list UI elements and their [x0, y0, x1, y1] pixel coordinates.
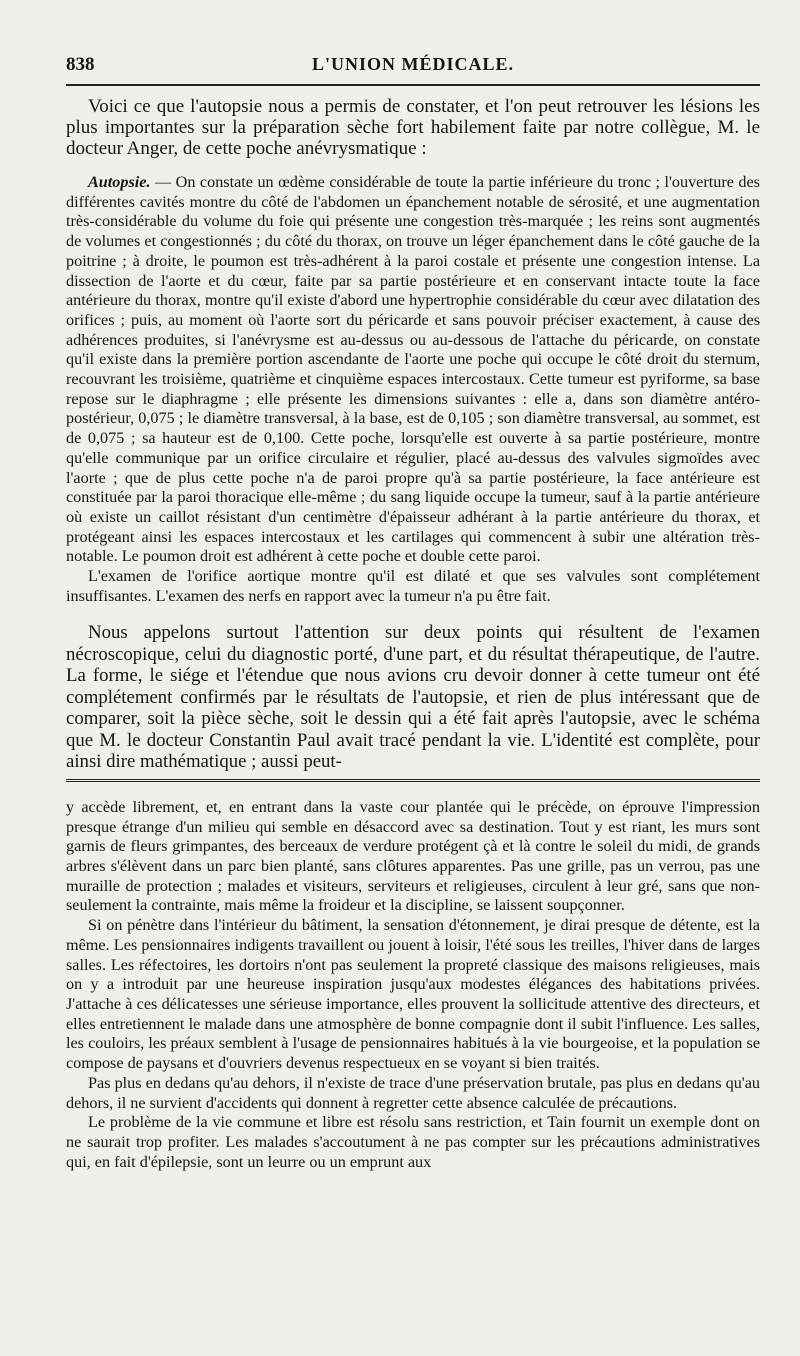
autopsy-paragraph — [66, 173, 760, 567]
feuilleton-divider — [66, 779, 760, 784]
feuilleton-section — [66, 798, 760, 1172]
autopsy-label: Autopsie. — [88, 173, 151, 191]
feuilleton-paragraph-1: y accède librement, et, en entrant dans la vaste cour plantée qui le précède, on éprouve l'impression presque étrange d'un milieu qui semble en désaccord avec sa destination. Tout y est riant, les murs sont garnis de fleurs grimpantes, des berceaux de verdure protégent çà et là contre le soleil du midi, de grands arbres s'élèvent dans un parc bien planté, sans clôtures apparentes. Pas une grille, pas un verrou, pas une muraille de protection ; malades et visiteurs, serviteurs et religieuses, circulent à leur gré, sans que non-seulement la contrainte, mais même la froideur et la discipline, se laissent soupçonner. — [66, 797, 760, 915]
conclusion-block — [66, 622, 760, 773]
feuilleton-paragraph-4: Le problème de la vie commune et libre est résolu sans restriction, et Tain fournit un exemple dont on ne saurait trop profiter. Les malades s'accoutument à ne pas compter sur les précautions administratives qui, en fait d'épilepsie, sont un leurre ou un emprunt aux — [66, 1113, 760, 1171]
header-rule — [66, 84, 760, 86]
intro-paragraph: Voici ce que l'autopsie nous a permis de constater, et l'on peut retrouver les lésions les plus importantes sur la préparation sèche fort habilement faite par notre collègue, M. le docteur Anger, de cette poche anévrysmatique : — [66, 96, 760, 159]
autopsy-report — [66, 173, 760, 606]
running-title: L'UNION MÉDICALE. — [311, 54, 515, 74]
orifice-paragraph: L'examen de l'orifice aortique montre qu'il est dilaté et que ses valvules sont complétement insuffisantes. L'examen des nerfs en rapport avec la tumeur n'a pu être fait. — [66, 567, 760, 605]
article-section — [66, 96, 760, 773]
page-number: 838 — [66, 54, 95, 75]
page-header — [66, 44, 760, 80]
feuilleton-paragraph-3: Pas plus en dedans qu'au dehors, il n'existe de trace d'une préservation brutale, pas plus en dedans qu'au dehors, il ne survient d'accidents qui donnent à regretter cette absence calculée de précautions. — [66, 1073, 760, 1112]
autopsy-text: — On constate un œdème considérable de toute la partie inférieure du tronc ; l'ouverture des différentes cavités montre du côté de l'abdomen un épanchement notable de sérosité, et une augmentation très-considérable du volume du foie qui présente une congestion très-marquée ; les reins sont augmentés de volumes et congestionnés ; du côté du thorax, on trouve un léger épanchement dans le côté gauche de la poitrine ; à droite, le poumon est très-adhérent à la paroi costale et présente une congestion intense. La dissection de l'aorte et du cœur, faite par sa partie postérieure et en conservant intacte toute la face antérieure du thorax, montre qu'il existe d'abord une hypertrophie considérable du cœur avec dilatation des orifices ; puis, au moment où l'aorte sort du péricarde et sans pouvoir préciser exactement, à cause des adhérences produites, si l'anévrysme est au-dessus ou au-dessous de l'attache du péricarde, on constate qu'il existe dans la première portion ascendante de l'aorte une poche qui occupe le côté droit du sternum, recouvrant les troisième, quatrième et cinquième espaces intercostaux. Cette tumeur est pyriforme, sa base repose sur le diaphragme ; elle présente les dimensions suivantes : elle a, dans son diamètre antéro-postérieur, 0,075 ; le diamètre transversal, à la base, est de 0,105 ; son diamètre transversal, au sommet, est de 0,075 ; sa hauteur est de 0,100. Cette poche, lorsqu'elle est ouverte à sa partie postérieure, montre qu'elle communique par un orifice circulaire et régulier, placé au-dessus des valvules sigmoïdes avec l'aorte ; que de plus cette poche n'a de paroi propre qu'à sa partie postérieure, la face antérieure est constituée par la paroi thoracique elle-même ; du sang liquide occupe la tumeur, sauf à la partie antérieure où existe un caillot résistant d'un centimètre d'épaisseur adhérant à la partie antérieure du thorax, et protégeant ainsi les espaces intercostaux et les cartilages qui commencent à subir une altération très-notable. Le poumon droit est adhérent à cette poche et double cette paroi. — [66, 173, 760, 566]
feuilleton-paragraph-2: Si on pénètre dans l'intérieur du bâtiment, la sensation d'étonnement, je dirai presque de détente, est la même. Les pensionnaires indigents travaillent ou jouent à loisir, l'été sous les treilles, l'hiver dans de larges salles. Les réfectoires, les dortoirs n'ont pas seulement la propreté classique des maisons religieuses, mais on y a introduit par une heureuse inspiration jusqu'aux modestes élégances des habitations privées. J'attache à ces délicatesses une sérieuse importance, elles prouvent la sollicitude attentive des directeurs, et elles entretiennent le malade dans une atmosphère de bonne compagnie dont il subit l'influence. Les salles, les couloirs, les préaux semblent à l'usage de pensionnaires habitués à la vie bourgeoise, et la population se compose de paysans et d'ouvriers devenus respectueux en se voyant si bien traités. — [66, 916, 760, 1073]
conclusion-paragraph: Nous appelons surtout l'attention sur deux points qui résultent de l'examen nécroscopique, celui du diagnostic porté, d'une part, et du résultat thérapeutique, de l'autre. La forme, le siége et l'étendue que nous avions cru devoir donner à cette tumeur ont été complétement confirmés par le résultats de l'autopsie, et rien de plus intéressant que de comparer, soit la pièce sèche, soit le dessin qui a été fait après l'autopsie, avec le schéma que M. le docteur Constantin Paul avait tracé pendant la vie. L'identité est complète, pour ainsi dire mathématique ; aussi peut- — [66, 622, 760, 773]
